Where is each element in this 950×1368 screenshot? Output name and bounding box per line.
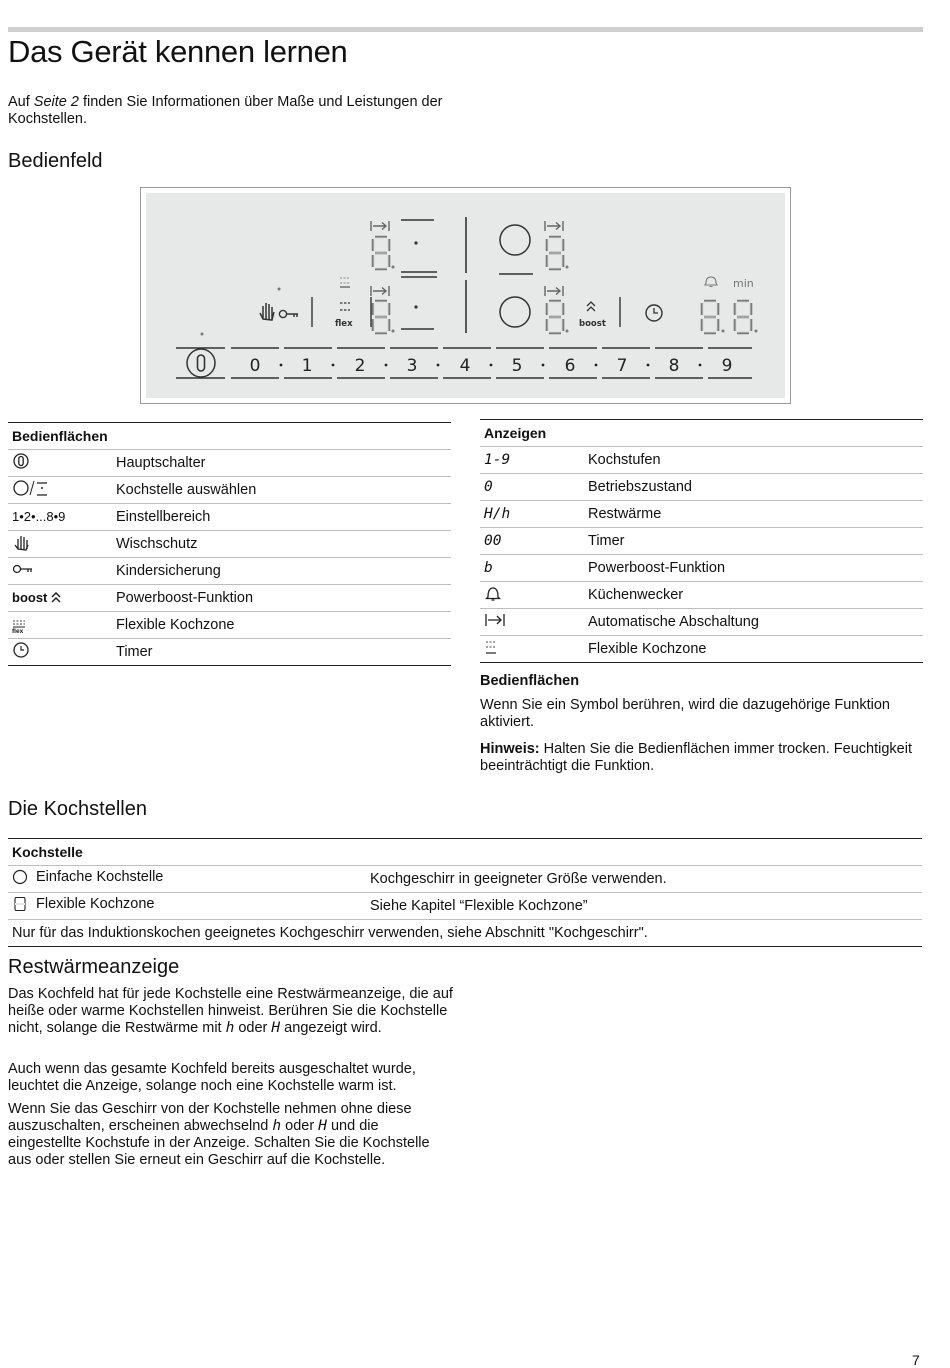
key-icon [12,560,34,578]
panel-flex-label: flex [335,319,353,329]
kochstellen-table [8,838,922,947]
section-heading-bedienfeld: Bedienfeld [8,150,103,172]
table-row: Timer [8,639,451,666]
control-panel-graphic [146,193,785,398]
table-row: 0 Betriebszustand [480,474,923,501]
section-heading-restwaerme: Restwärmeanzeige [8,956,180,978]
page-link[interactable]: Seite 2 [33,94,79,110]
hand-icon [12,533,30,551]
kochstellen-table-header: Kochstelle [8,839,922,866]
table-row: Flexible Kochzone Siehe Kapitel “Flexible Kochzone” [8,893,922,920]
table-row: Automatische Abschaltung [480,609,923,636]
scale-number-1: 1 [301,356,313,376]
table-row: flex Flexible Kochzone [8,612,451,639]
table-row: 00 Timer [480,528,923,555]
scale-number-3: 3 [406,356,418,376]
table-row: Kindersicherung [8,558,451,585]
scale-number-7: 7 [616,356,628,376]
scale-number-0: 0 [249,356,261,376]
scale-number-4: 4 [459,356,471,376]
range-icon: 1•2•...8•9 [12,509,66,524]
boost-symbol-label: boost [12,590,48,605]
table-row: Flexible Kochzone [480,636,923,663]
power-switch-icon [12,452,30,470]
intro-paragraph: Auf Seite 2 finden Sie Informationen über Maße und Leistungen der Kochstellen. [8,94,443,127]
auto-off-icon [484,611,506,629]
anzeigen-table-header: Anzeigen [480,420,923,447]
table-row: Kochstelle auswählen [8,477,451,504]
scale-number-8: 8 [668,356,680,376]
section-heading-kochstellen: Die Kochstellen [8,798,147,820]
scale-number-6: 6 [564,356,576,376]
bedienflaechen-description: Wenn Sie ein Symbol berühren, wird die dazugehörige Funktion aktiviert. [480,697,891,730]
power-level-slider [231,348,752,378]
table-row: Hauptschalter [8,450,451,477]
table-row: Einfache Kochstelle Kochgeschirr in geeigneter Größe verwenden. [8,866,922,893]
anzeigen-table [480,419,923,663]
display-symbol: H/h [484,506,511,522]
table-row: Wischschutz [8,531,451,558]
hint-paragraph: Hinweis: Halten Sie die Bedienflächen immer trocken. Feuchtigkeit beeinträchtigt die Funktion. [480,741,912,774]
bedienflaechen-table-header: Bedienflächen [8,423,451,450]
display-symbol: 00 [484,533,502,549]
display-symbol: 0 [484,479,493,495]
table-row: Nur für das Induktionskochen geeignetes Kochgeschirr verwenden, siehe Abschnitt "Kochgeschirr". [8,920,922,947]
control-panel-illustration [140,187,791,404]
restwaerme-paragraph-1: Das Kochfeld hat für jede Kochstelle eine Restwärmeanzeige, die auf heiße oder warme Kochstellen hinweist. Berühren Sie die Kochstelle nicht, solange die Restwärme mit h oder H angezeigt wird. [8,986,453,1036]
top-rule [8,27,923,32]
panel-min-label: min [733,277,754,290]
clock-icon [12,641,30,659]
display-symbol: 1-9 [484,452,511,468]
table-row: boost Powerboost-Funktion [8,585,451,612]
flex-zone-rect-icon [12,896,28,912]
table-row: H/h Restwärme [480,501,923,528]
bell-icon [484,584,502,602]
scale-number-2: 2 [354,356,366,376]
select-zone-icon [12,479,48,497]
page-number: 7 [912,1352,920,1368]
panel-boost-label: boost [579,319,606,329]
table-row: Küchenwecker [480,582,923,609]
restwaerme-paragraph-2: Auch wenn das gesamte Kochfeld bereits ausgeschaltet wurde, leuchtet die Anzeige, solange noch eine Kochstelle warm ist. [8,1061,416,1094]
table-row: 1-9 Kochstufen [480,447,923,474]
flex-zone-icon [484,638,498,656]
round-zone-icon [12,869,28,885]
table-row: b Powerboost-Funktion [480,555,923,582]
scale-number-5: 5 [511,356,523,376]
boost-icon [50,591,62,605]
scale-number-9: 9 [721,356,733,376]
bedienflaechen-subheading: Bedienflächen [480,673,580,689]
table-row: 1•2•...8•9 Einstellbereich [8,504,451,531]
flex-icon: flex [12,619,26,635]
page-title: Das Gerät kennen lernen [8,34,348,69]
restwaerme-paragraph-3: Wenn Sie das Geschirr von der Kochstelle nehmen ohne diese auszuschalten, erscheinen abwechselnd h oder H und die eingestellte Kochstufe in der Anzeige. Schalten Sie die Kochstelle aus oder stellen Sie erneut ein Geschirr auf die Kochstelle. [8,1101,430,1168]
bedienflaechen-table [8,422,451,666]
display-symbol: b [484,560,493,576]
